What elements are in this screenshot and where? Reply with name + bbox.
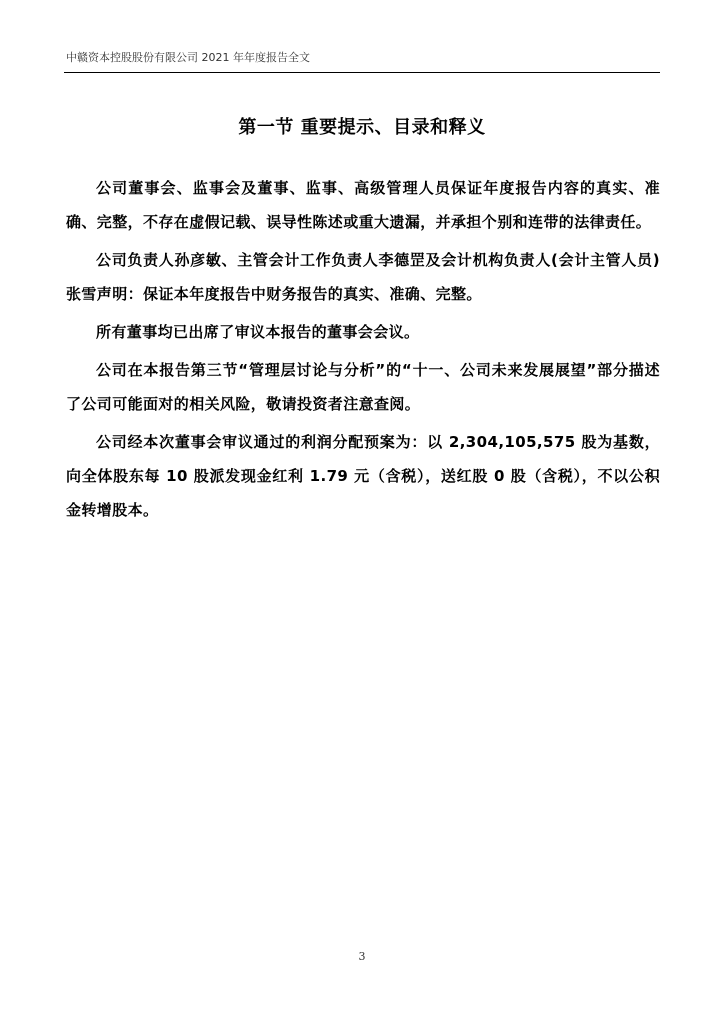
paragraph-profit-distribution: 公司经本次董事会审议通过的利润分配预案为：以 2,304,105,575 股为基数，向全体股东每 10 股派发现金红利 1.79 元（含税），送红股 0 股（含税），不以公积金转增股本。 (66, 433, 660, 519)
running-header: 中赣资本控股股份有限公司 2021 年年度报告全文 (66, 51, 310, 64)
page-number: 3 (358, 950, 366, 963)
paragraph-officer-declaration: 公司负责人孙彦敏、主管会计工作负责人李德罡及会计机构负责人(会计主管人员)张雪声明：保证本年度报告中财务报告的真实、准确、完整。 (66, 251, 660, 303)
body-text (66, 171, 660, 531)
section-title: 第一节 重要提示、目录和释义 (238, 117, 486, 138)
paragraph-board-attendance: 所有董事均已出席了审议本报告的董事会会议。 (96, 323, 420, 341)
paragraph-risk-notice: 公司在本报告第三节“管理层讨论与分析”的“十一、公司未来发展展望”部分描述了公司可能面对的相关风险，敬请投资者注意查阅。 (66, 361, 660, 413)
paragraph-responsibility-statement: 公司董事会、监事会及董事、监事、高级管理人员保证年度报告内容的真实、准确、完整，不存在虚假记载、误导性陈述或重大遗漏，并承担个别和连带的法律责任。 (66, 179, 660, 231)
header-divider (64, 72, 660, 73)
